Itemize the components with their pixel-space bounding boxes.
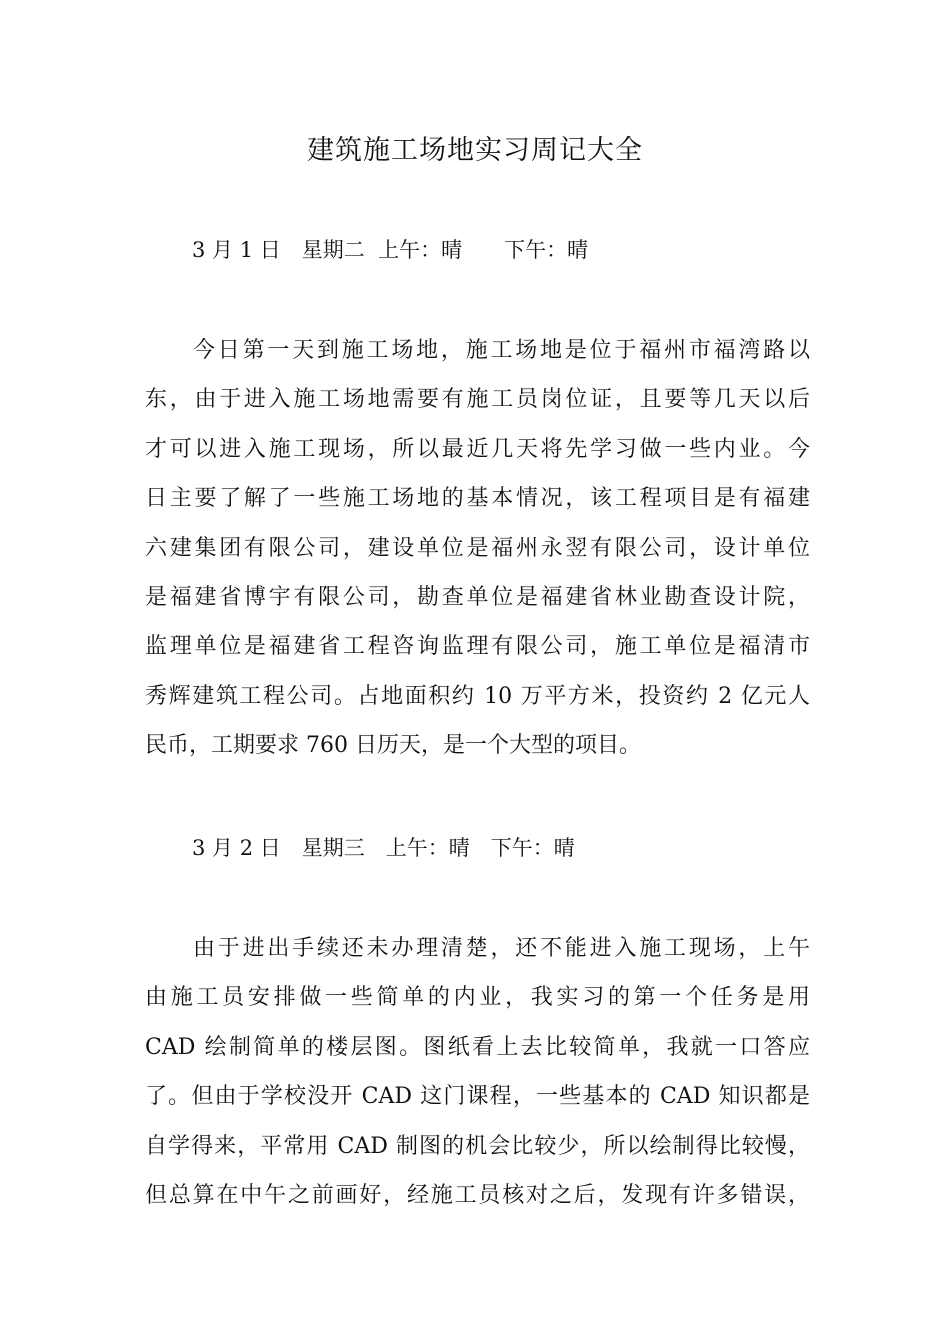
paragraph-line: 今日第一天到施工场地，施工场地是位于福州市福湾路以	[193, 338, 810, 363]
paragraph-line: 东，由于进入施工场地需要有施工员岗位证，且要等几天以后	[145, 387, 810, 413]
paragraph-line: 六建集团有限公司，建设单位是福州永翌有限公司，设计单位	[145, 535, 810, 561]
paragraph-line: 由于进出手续还未办理清楚，还不能进入施工现场，上午	[193, 936, 810, 961]
paragraph-line: 监理单位是福建省工程咨询监理有限公司，施工单位是福清市	[145, 634, 810, 660]
paragraph-line: 但总算在中午之前画好，经施工员核对之后，发现有许多错误，	[145, 1182, 810, 1208]
paragraph-line: 日主要了解了一些施工场地的基本情况，该工程项目是有福建	[145, 486, 810, 512]
paragraph-line: CAD 绘制简单的楼层图。图纸看上去比较简单，我就一口答应	[145, 1034, 810, 1060]
paragraph-line: 自学得来，平常用 CAD 制图的机会比较少，所以绘制得比较慢，	[145, 1133, 810, 1159]
paragraph-line: 民币，工期要求 760 日历天，是一个大型的项目。	[145, 733, 641, 759]
paragraph-line: 秀辉建筑工程公司。占地面积约 10 万平方米，投资约 2 亿元人	[145, 683, 810, 709]
paragraph-line: 由施工员安排做一些简单的内业，我实习的第一个任务是用	[145, 985, 810, 1011]
document-title: 建筑施工场地实习周记大全	[307, 135, 643, 166]
paragraph-line: 是福建省博宇有限公司，勘查单位是福建省林业勘查设计院，	[145, 584, 810, 610]
entry-paragraph	[145, 334, 810, 779]
paragraph-line: 了。但由于学校没开 CAD 这门课程，一些基本的 CAD 知识都是	[145, 1084, 810, 1110]
paragraph-line: 才可以进入施工现场，所以最近几天将先学习做一些内业。今	[145, 436, 810, 462]
entry-paragraph	[145, 932, 810, 1228]
entry-date-line: 3 月 1 日 星期二 上午：晴 下午：晴	[192, 238, 589, 262]
entry-date-line: 3 月 2 日 星期三 上午：晴 下午：晴	[192, 836, 575, 860]
